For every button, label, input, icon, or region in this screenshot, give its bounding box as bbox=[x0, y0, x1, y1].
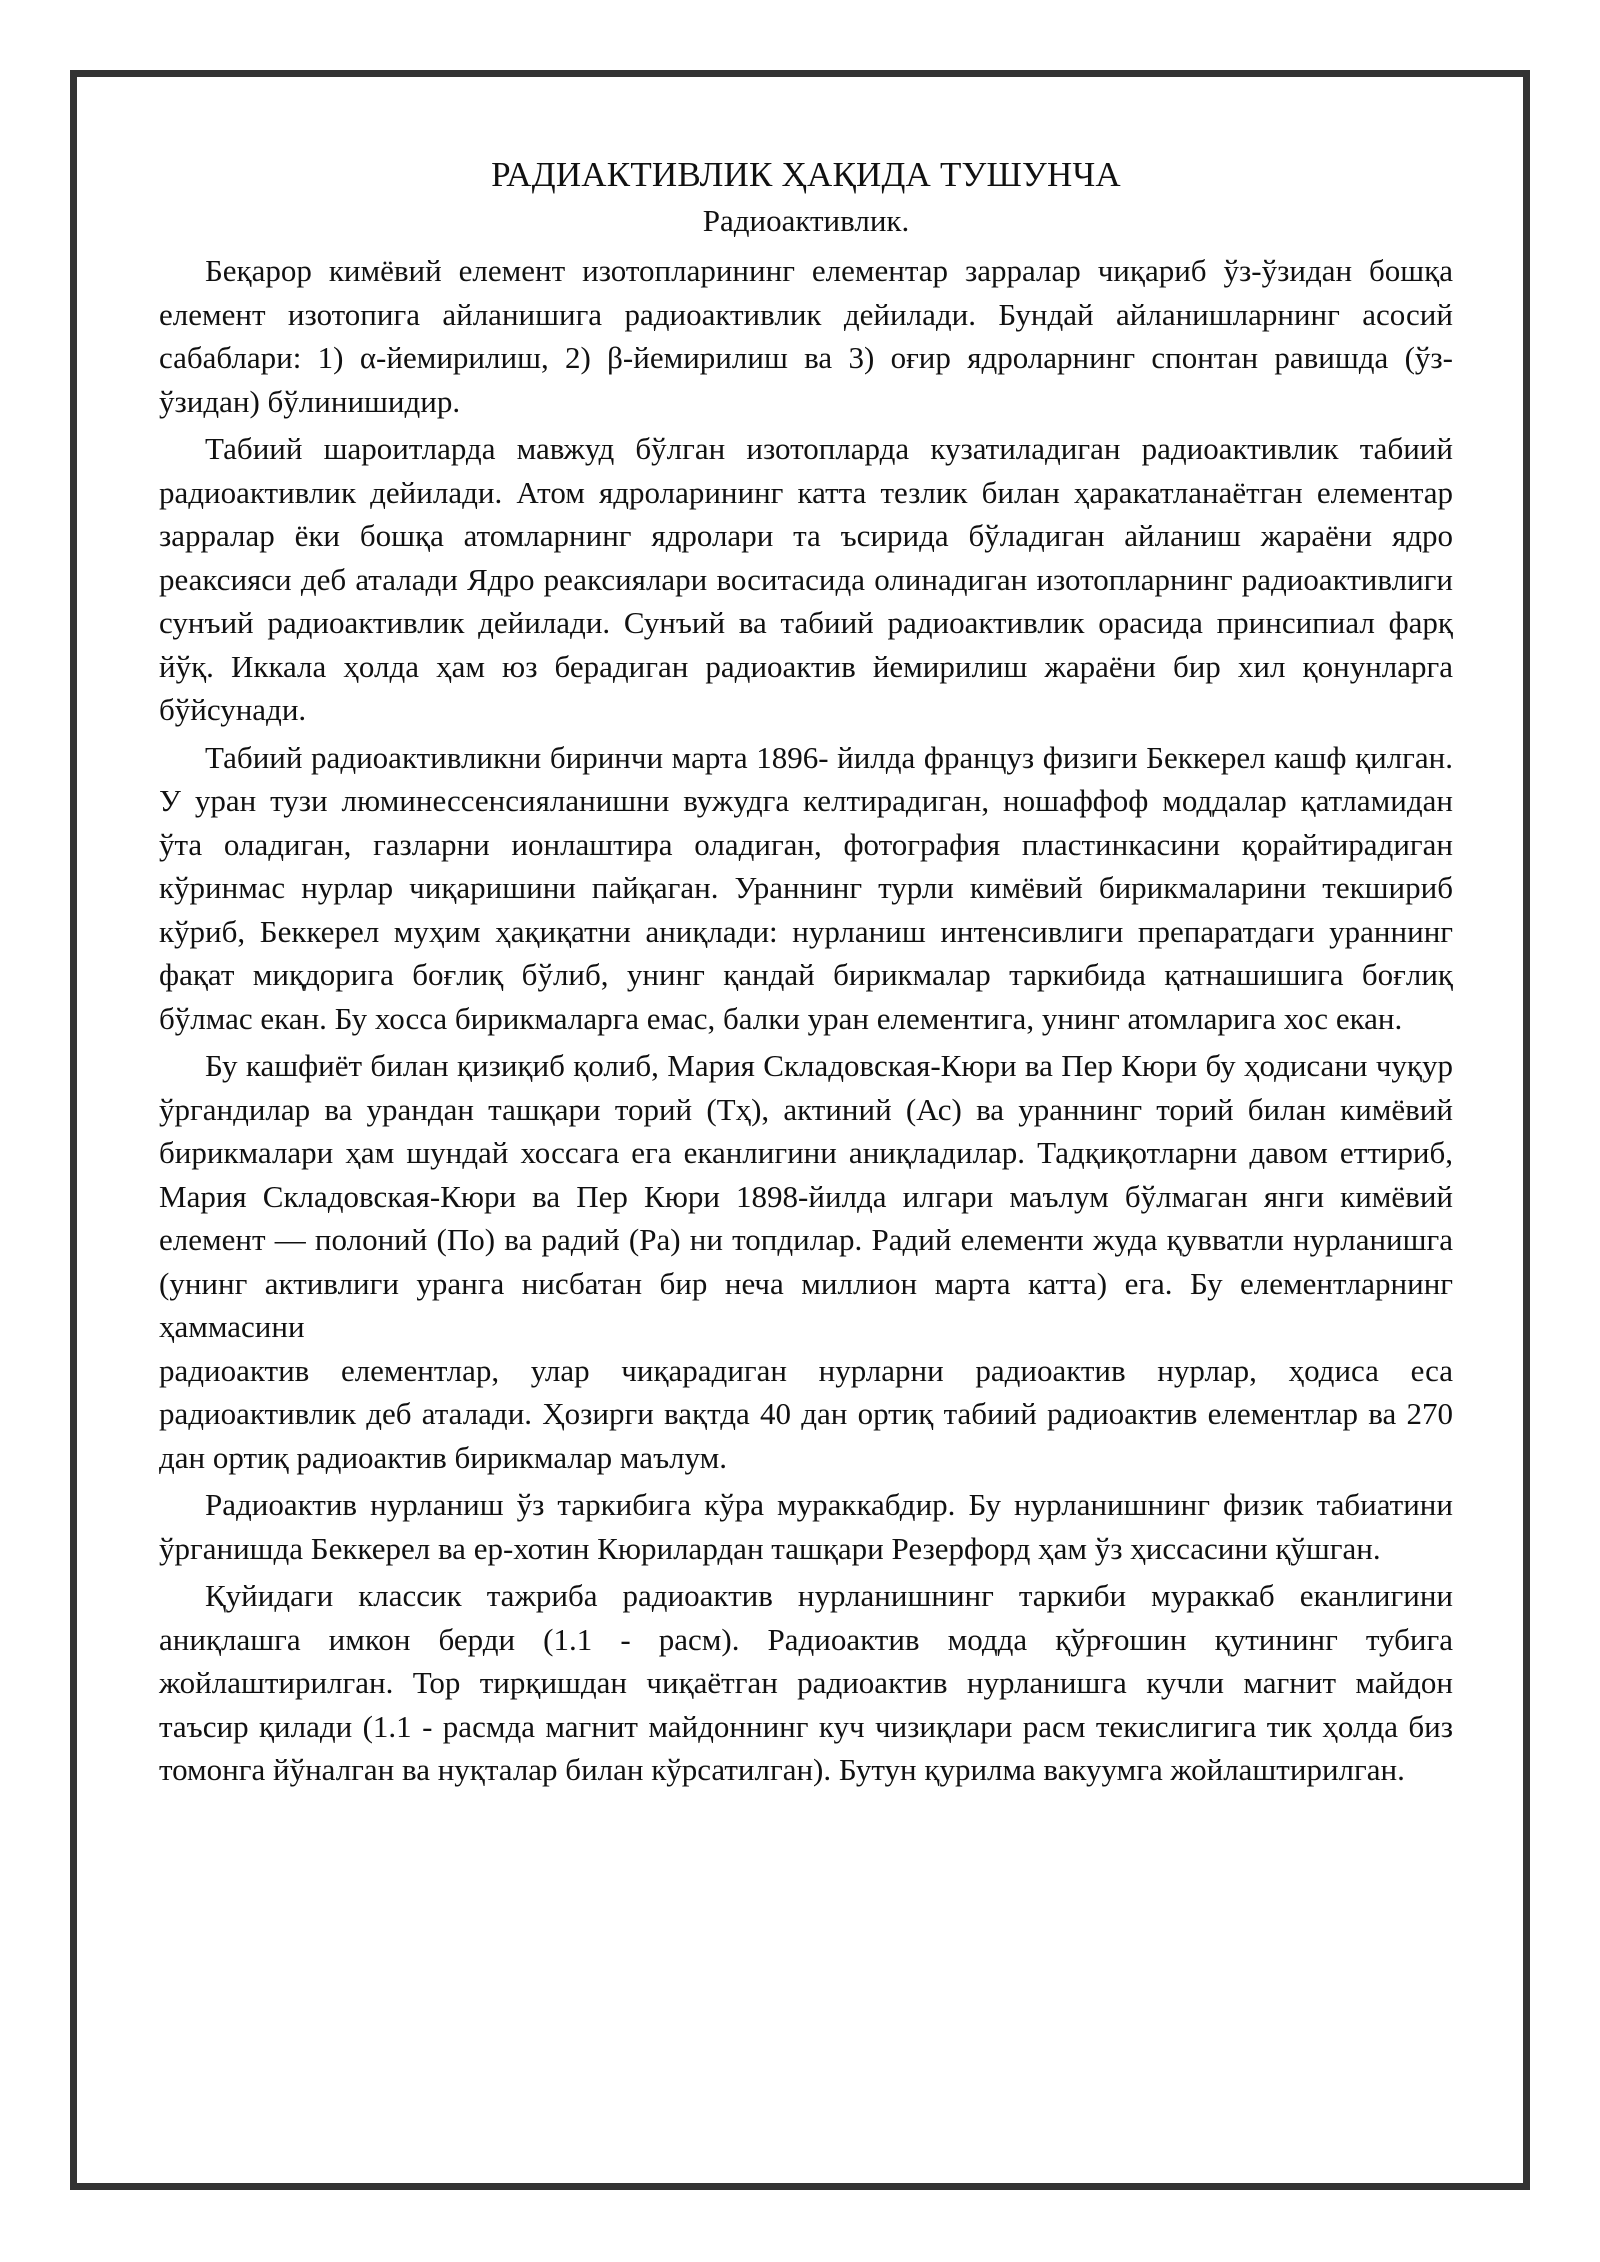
paragraph-natural-radioactivity: Табиий шароитларда мавжуд бўлган изотопларда кузатиладиган радиоактивлик табиий радиоактивлик дейилади. Атом ядроларининг катта тезлик билан ҳаракатланаётган елементар зарралар ёки бошқа атомларнинг ядролари та ъсирида бўладиган айланиш жараёни ядро реаксияси деб аталади Ядро реаксиялари воситасида олинадиган изотопларнинг радиоактивлиги сунъий радиоактивлик дейилади. Сунъий ва табиий радиоактивлик орасида принсипиал фарқ йўқ. Иккала ҳолда ҳам юз берадиган радиоактив йемирилиш жараёни бир хил қонунларга бўйсунади. bbox=[159, 431, 1453, 727]
paragraph-classic-experiment: Қуйидаги классик тажриба радиоактив нурланишнинг таркиби мураккаб еканлигини аниқлашга имкон берди (1.1 - расм). Радиоактив модда қўрғошин қутининг тубига жойлаштирилган. Тор тирқишдан чиқаётган радиоактив нурланишга кучли магнит майдон таъсир қилади (1.1 - расмда магнит майдоннинг куч чизиқлари расм текислигига тик ҳолда биз томонга йўналган ва нуқталар билан кўрсатилган). Бутун қурилма вакуумга жойлаштирилган. bbox=[159, 1578, 1453, 1787]
paragraph-becquerel: Табиий радиоактивликни биринчи марта 1896- йилда француз физиги Беккерел кашф қилган. У уран тузи люминессенсияланишни вужудга келтирадиган, ношаффоф моддалар қатламидан ўта оладиган, газларни ионлаштира оладиган, фотография пластинкасини қорайтирадиган кўринмас нурлар чиқаришини пайқаган. Ураннинг турли кимёвий бирикмаларини текшириб кўриб, Беккерел муҳим ҳақиқатни аниқлади: нурланиш интенсивлиги препаратдаги ураннинг фақат миқдорига боғлиқ бўлиб, унинг қандай бирикмалар таркибида қатнашишига боғлиқ бўлмас екан. Бу хосса бирикмаларга емас, балки уран елементига, унинг атомларига хос екан. bbox=[159, 739, 1453, 1036]
document-title: РАДИАКТИВЛИК ҲАҚИДА ТУШУНЧА bbox=[491, 155, 1121, 194]
document-body bbox=[159, 153, 1453, 1796]
paragraph-curie: Бу кашфиёт билан қизиқиб қолиб, Мария Складовская-Кюри ва Пер Кюри бу ҳодисани чуқур ўргандилар ва урандан ташқари торий (Тҳ), актиний (Ас) ва ураннинг торий билан кимёвий бирикмалари ҳам шундай хоссага ега еканлигини аниқладилар. Тадқиқотларни давом еттириб, Мария Складовская-Кюри ва Пер Кюри 1898-йилда илгари маълум бўлмаган янги кимёвий елемент — полоний (По) ва радий (Ра) ни топдилар. Радий елементи жуда қувватли нурланишга (унинг активлиги уранга нисбатан бир неча миллион марта катта) ега. Бу елементларнинг ҳаммасини bbox=[159, 1048, 1453, 1344]
paragraph-radiation-composition: Радиоактив нурланиш ўз таркибига кўра мураккабдир. Бу нурланишнинг физик табиатини ўрганишда Беккерел ва ер-хотин Кюрилардан ташқари Резерфорд ҳам ўз ҳиссасини қўшган. bbox=[159, 1487, 1453, 1566]
paragraph-radioactive-elements: радиоактив елементлар, улар чиқарадиган нурларни радиоактив нурлар, ҳодиса еса радиоактивлик деб аталади. Ҳозирги вақтда 40 дан ортиқ табиий радиоактив елементлар ва 270 дан ортиқ радиоактив бирикмалар маълум. bbox=[159, 1352, 1453, 1475]
page-frame bbox=[70, 70, 1530, 2190]
document-subtitle: Радиоактивлик. bbox=[702, 203, 910, 238]
paragraph-definition: Беқарор кимёвий елемент изотопларининг елементар зарралар чиқариб ўз-ўзидан бошқа елемент изотопига айланишига радиоактивлик дейилади. Бундай айланишларнинг асосий сабаблари: 1) α-йемирилиш, 2) β-йемирилиш ва 3) оғир ядроларнинг спонтан равишда (ўз-ўзидан) бўлинишидир. bbox=[159, 253, 1453, 419]
